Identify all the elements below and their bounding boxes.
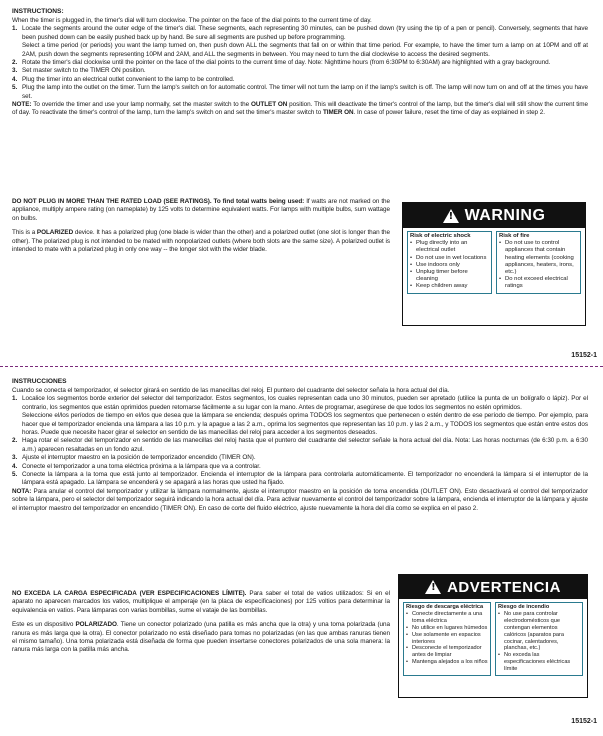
note-text: NOTE: To override the timer and use your lamp normally, set the master switch to the OUTLET ON position. This will deactivate the timer's control of the lamp, but the timer's dial will still show the current time of day. To reactivate the timer's control of the lamp, turn the lamp's switch on and set the timer's master switch to TIMER ON. In case of power failure, reset the time of day as explained in step 2.: [12, 101, 588, 117]
step-3: 3. Ajuste el interruptor maestro en la posición de temporizador encendido (TIMER ON).: [12, 454, 256, 462]
instructions-body: [12, 17, 588, 118]
step-1: 1. Localice los segmentos borde exterior del selector del temporizador. Estos segmentos, los cuales representan cada uno 30 minutos, pueden ser apretado (utilice la punta de un bolígrafo o lápiz). Por el contrario, los segmentos que están oprimidos pueden retornarse fácilmente a su lugar con la mano. Antes de programar, asegúrese de que todos los segmentos no estén oprimidos.: [12, 395, 588, 411]
warning-columns: [403, 228, 585, 296]
list-item: • No utilice en lugares húmedos: [406, 625, 488, 632]
list-item: • Conecte directamente a una toma eléctrica: [406, 611, 488, 625]
step-5: 5. Conecte la lámpara a la toma que está junto al temporizador. Encienda el interruptor de la lámpara para controlarla automáticamente. El temporizador no encenderá la lámpara si el interruptor de la lámpara está apagado. La lámpara se encenderá y se apagará a las horas que usted ha fijado.: [12, 471, 588, 487]
intro-text: Cuando se conecta el temporizador, el selector girará en sentido de las manecillas del reloj. El puntero del cuadrante del selector señala la hora actual del día.: [12, 387, 450, 394]
shock-risk-title: Risk of electric shock: [410, 233, 471, 239]
list-item: • Unplug timer before cleaning: [410, 269, 489, 283]
warning-triangle-icon: [425, 580, 441, 594]
carga-y-polarizado: [12, 590, 390, 661]
rated-load-text: NO EXCEDA LA CARGA ESPECIFICADA (VER ESPECIFICACIONES LÍMITE). Para saber el total de vatios utilizados: Si en el aparato no aparecen marcados los vatios, multiplique el amperaje (en la placa de especificaciones) por 125 voltios para determinar la equivalencia en vatios. Para lámparas con varias bombillas, sume el vataje de las bombillas.: [12, 590, 390, 614]
rated-load-text: DO NOT PLUG IN MORE THAN THE RATED LOAD (SEE RATINGS). To find total watts being used: If watts are not marked on the appliance, multiply ampere rating (on nameplate) by 125 volts to determine equivalent watts. For lamps with multiple bulbs, sum wattage on bulbs.: [12, 198, 390, 222]
fire-risk-list: [499, 240, 578, 290]
list-item: • Use indoors only: [410, 262, 489, 269]
steps-list: [12, 395, 588, 487]
step-1-detail: Select a time period (or periods) you want the lamp turned on, then push down ALL the segments that fall on or within that time period. For example, to have the timer turn a lamp on at 10PM and off at 2AM, push down the segments representing 10PM and 2AM, and ALL the segments in between. You may need to turn the dial clockwise to access the desired segments.: [22, 42, 588, 58]
instrucciones-body: [12, 387, 588, 513]
step-4: 4. Plug the timer into an electrical outlet convenient to the lamp to be controlled.: [12, 75, 235, 83]
step-2: 2. Rotate the timer's dial clockwise until the pointer on the face of the dial points to the current time of day. Note: Nighttime hours (from 6:30PM to 6:30AM) are highlighted with a gray background.: [12, 59, 551, 67]
step-2: 2. Haga rotar el selector del temporizador en sentido de las manecillas del reloj hasta que el puntero del cuadrante del selector señale la hora actual del día. Nota: Las horas nocturnas (de 6:30 p.m. a 6:30 a.m.) aparecen resaltadas en un fondo azul.: [12, 437, 588, 453]
english-instructions: [0, 0, 603, 366]
shock-risk-list: [410, 240, 489, 290]
step-1-detail: Seleccione el/los períodos de tiempo en el/los que desea que la lámpara se encienda; después oprima TODOS los segmentos que pertenecen o estén dentro de ese período de tiempo. Por ejemplo, para hacer que el temporizador encienda una lámpara a las 10 p.m. y la apague a las 2 a.m., oprima los segmentos que representan las 10 p.m. y las 2 a.m., y TODOS los segmentos que están entre estos dos horas. Puede que necesite hacer girar el selector en sentido de las manecillas del reloj para acceder a los segmentos deseados.: [22, 412, 588, 437]
fire-risk-column: [496, 231, 581, 294]
part-code: 15152-1: [571, 352, 597, 359]
warning-header: [399, 575, 587, 599]
step-3: 3. Set master switch to the TIMER ON position.: [12, 67, 146, 75]
list-item: • Mantenga alejados a los niños: [406, 659, 488, 666]
list-item: • Plug directly into an electrical outlet: [410, 240, 489, 254]
fire-risk-column: [495, 602, 583, 676]
fire-risk-title: Risk of fire: [499, 233, 530, 239]
list-item: • Desconecte el temporizador antes de limpiar: [406, 645, 488, 659]
part-code: 15152-1: [571, 718, 597, 725]
instrucciones-title: INSTRUCCIONES: [12, 378, 67, 385]
list-item: • Do not exceed electrical ratings: [499, 276, 578, 290]
advertencia-box: [398, 574, 588, 698]
steps-list: [12, 25, 588, 101]
cut-line-divider: [0, 366, 603, 367]
instructions-title: INSTRUCTIONS:: [12, 8, 64, 15]
fire-risk-title: Riesgo de incendio: [498, 604, 550, 610]
list-item: • No exceda las especificaciones eléctricas límite: [498, 652, 580, 673]
intro-text: When the timer is plugged in, the timer's dial will turn clockwise. The pointer on the face of the dial points to the current time of day.: [12, 17, 372, 24]
load-and-polarized: [12, 198, 390, 260]
shock-risk-column: [403, 602, 491, 676]
step-5: 5. Plug the lamp into the outlet on the timer. Turn the lamp's switch on for automatic control. The timer will not turn the lamp on if the lamp's switch is off. The lamp will now turn on and off at the times you have set.: [12, 84, 588, 100]
warning-label: WARNING: [464, 206, 546, 224]
list-item: • No use para controlar electrodomésticos que contengan elementos calóricos (aparatos para cocinar, calentadores, planchas, etc.): [498, 611, 580, 652]
step-4: 4. Conecte el temporizador a una toma eléctrica próxima a la lámpara que va a controlar.: [12, 462, 261, 470]
list-item: • Do not use to control appliances that contain heating elements (cooking appliances, heaters, irons, etc.): [499, 240, 578, 276]
warning-label: ADVERTENCIA: [447, 578, 561, 596]
list-item: • Use solamente en espacios interiores: [406, 632, 488, 646]
warning-columns: [399, 599, 587, 678]
shock-risk-title: Riesgo de descarga eléctrica: [406, 604, 484, 610]
polarized-text: This is a POLARIZED device. It has a polarized plug (one blade is wider than the other) and a polarized outlet (one slot is longer than the other). The polarized plug is not intended to be mated with nonpolarized outlets (where both slots are the same size). A polarized outlet is intended to mate with a polarized plug in only one way -- the longer slot with the wider blade.: [12, 229, 390, 254]
shock-risk-column: [407, 231, 492, 294]
shock-risk-list: [406, 611, 488, 666]
warning-triangle-icon: [443, 209, 459, 223]
warning-header: [403, 203, 585, 228]
fire-risk-list: [498, 611, 580, 673]
list-item: • Keep children away: [410, 283, 489, 290]
step-1: 1. Locate the segments around the outer edge of the timer's dial. These segments, each representing 30 minutes, can be pushed down (try using the tip of a pen or pencil). Conversely, segments that have been pushed down can be easily pushed back up by hand. Be sure all segments are pushed up before programming.: [12, 25, 588, 41]
list-item: • Do not use in wet locations: [410, 255, 489, 262]
warning-box: [402, 202, 586, 326]
polarized-text: Este es un dispositivo POLARIZADO. Tiene un conector polarizado (una patilla es más ancha que la otra) y una toma polarizada (una ranura es más larga que la otra). El conector polarizado no está diseñado para tomas no polarizadas (en las que ambas ranuras tienen el mismo tamaño). Una toma polarizada está diseñada de forma que pueden insertarse conectores polarizados de una sola manera: la ranura más larga con la patilla más ancha.: [12, 621, 390, 654]
spanish-instructions: [0, 372, 603, 736]
note-text: NOTA: Para anular el control del temporizador y utilizar la lámpara normalmente, ajuste el interruptor maestro en la posición de toma encendida (OUTLET ON). Esto desactivará el control del temporizador sobre la lámpara, pero el selector del temporizador seguirá indicando la hora actual del día. Para activar nuevamente el control del temporizador sobre la lámpara, encienda el interruptor de la lámpara y ajuste el interruptor maestro del temporizador en encendido (TIMER ON). En caso de corte del fluido eléctrico, ajuste nuevamente la hora del día como se explica en el paso 2.: [12, 487, 588, 512]
